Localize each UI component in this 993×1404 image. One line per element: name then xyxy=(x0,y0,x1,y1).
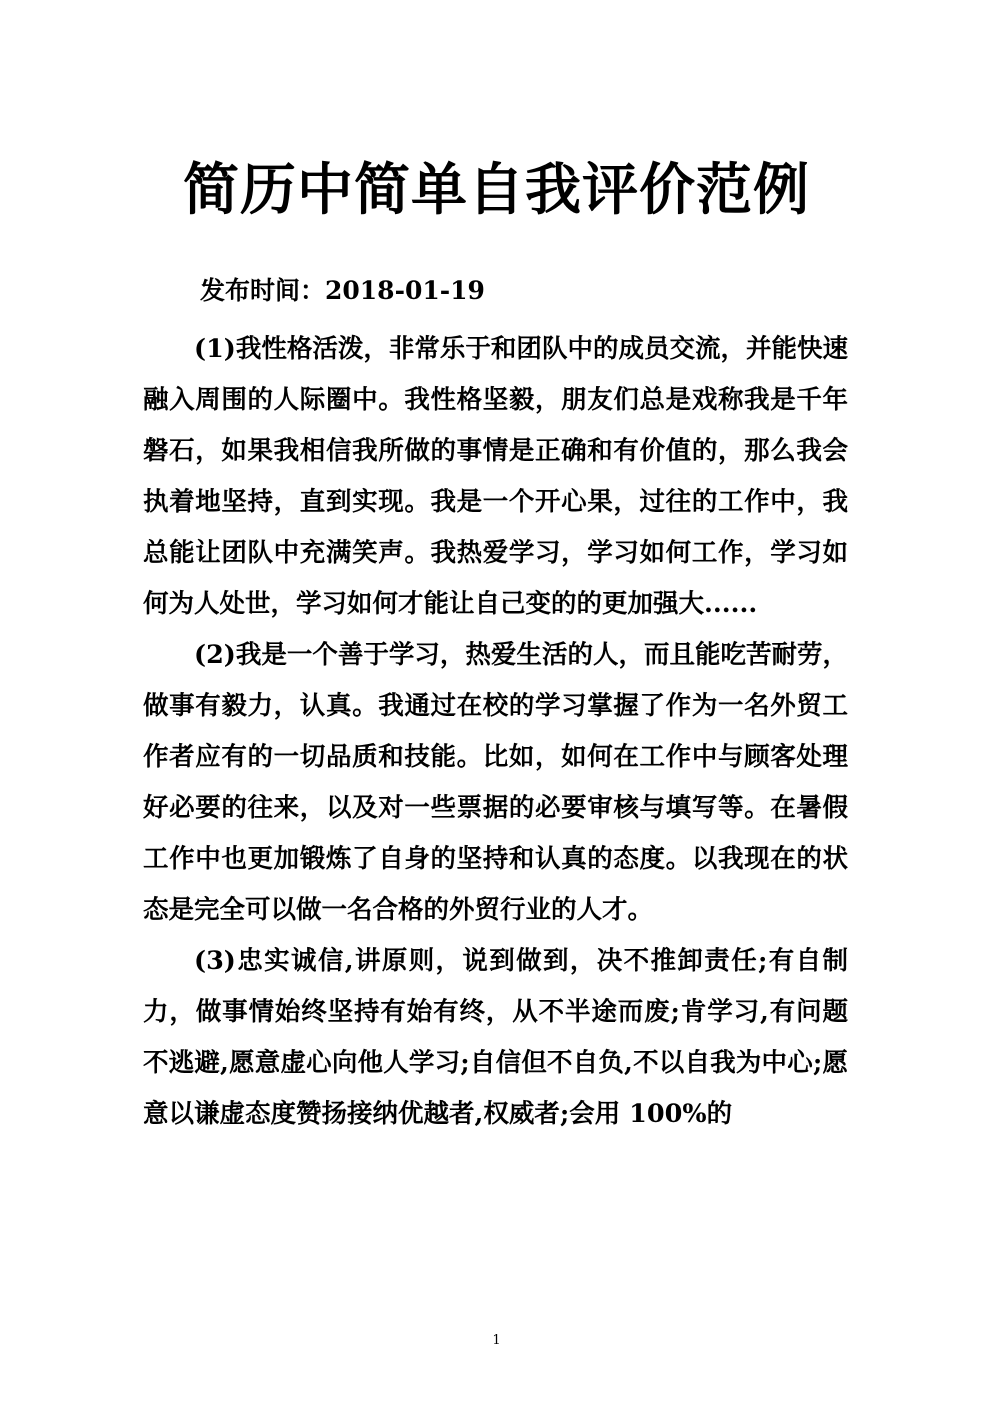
paragraph: (3)忠实诚信,讲原则，说到做到，决不推卸责任;有自制力，做事情始终坚持有始有终，从不半途而废;肯学习,有问题不逃避,愿意虚心向他人学习;自信但不自负,不以自我为中心;愿意以谦虚态度赞扬接纳优越者,权威者;会用 100%的 xyxy=(143,945,848,1129)
publish-date: 发布时间：2018-01-19 xyxy=(200,275,485,305)
page-title: 简历中简单自我评价范例 xyxy=(183,157,810,223)
page-number: 1 xyxy=(492,1333,501,1348)
paragraph: (2)我是一个善于学习，热爱生活的人，而且能吃苦耐劳，做事有毅力，认真。我通过在校的学习掌握了作为一名外贸工作者应有的一切品质和技能。比如，如何在工作中与顾客处理好必要的往来，以及对一些票据的必要审核与填写等。在暑假工作中也更加锻炼了自身的坚持和认真的态度。以我现在的状态是完全可以做一名合格的外贸行业的人才。 xyxy=(143,639,848,925)
document-body xyxy=(0,324,993,1140)
paragraph: (1)我性格活泼，非常乐于和团队中的成员交流，并能快速融入周围的人际圈中。我性格坚毅，朋友们总是戏称我是千年磐石，如果我相信我所做的事情是正确和有价值的，那么我会执着地坚持，直到实现。我是一个开心果，过往的工作中，我总能让团队中充满笑声。我热爱学习，学习如何工作，学习如何为人处世，学习如何才能让自己变的的更加强大...... xyxy=(143,333,848,619)
